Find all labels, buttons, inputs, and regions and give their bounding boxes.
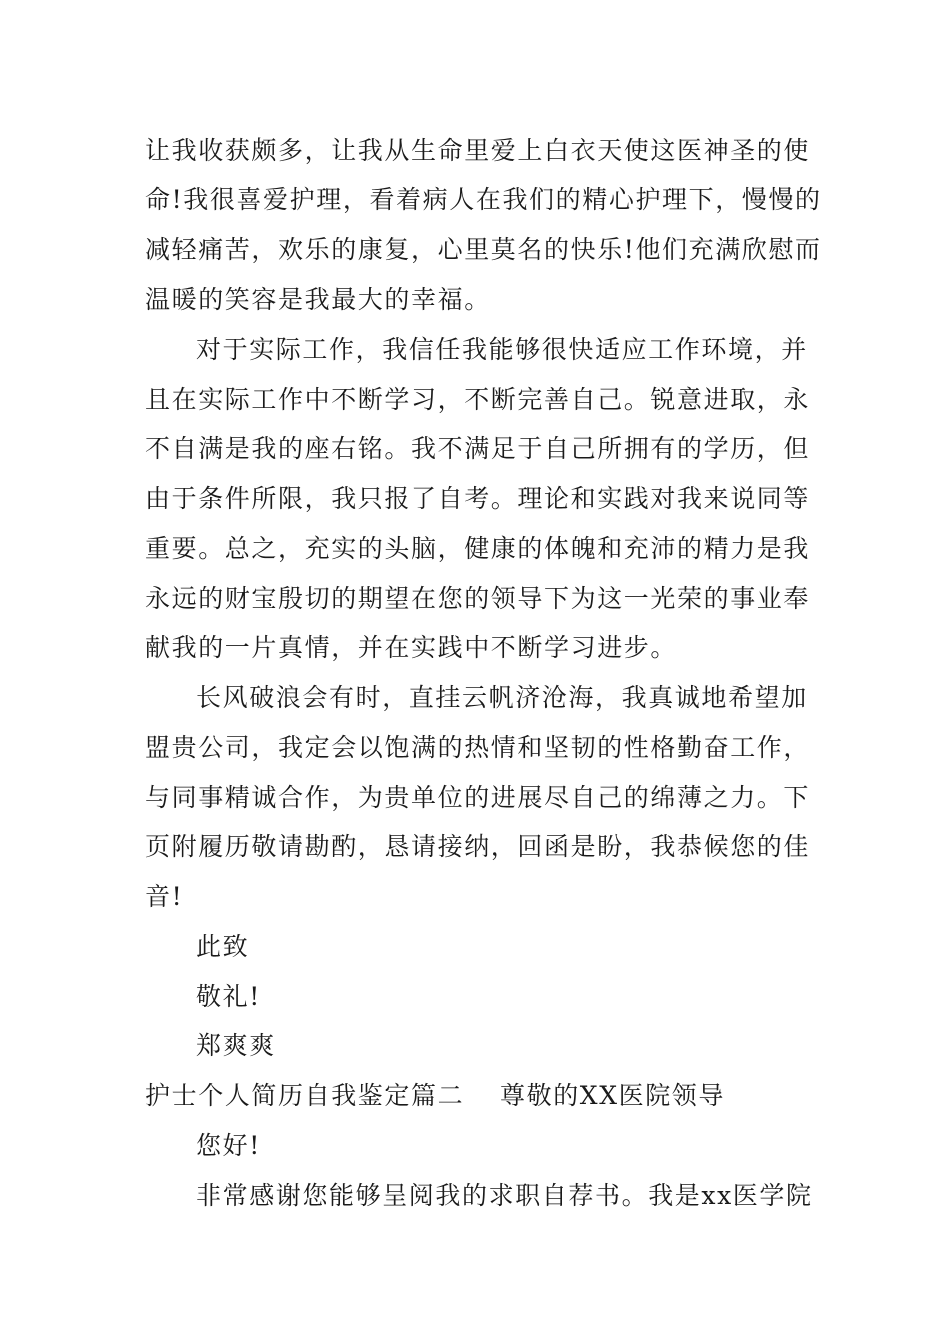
paragraph-line: 与同事精诚合作，为贵单位的进展尽自己的绵薄之力。下: [145, 783, 811, 812]
paragraph-line: 减轻痛苦，欢乐的康复，心里莫名的快乐!他们充满欣慰而: [145, 235, 822, 264]
paragraph-line: 让我收获颇多，让我从生命里爱上白衣天使这医神圣的使: [145, 136, 811, 165]
paragraph-line: 重要。总之，充实的头脑，健康的体魄和充沛的精力是我: [145, 534, 811, 563]
paragraph-line: 盟贵公司，我定会以饱满的热情和坚韧的性格勤奋工作，: [145, 733, 811, 762]
paragraph-line: 音!: [145, 882, 184, 911]
greeting: 您好!: [196, 1131, 261, 1160]
paragraph-line: 页附履历敬请勘酌，恳请接纳，回函是盼，我恭候您的佳: [145, 832, 811, 861]
addressee: 尊敬的XX医院领导: [500, 1081, 725, 1110]
paragraph-line: 由于条件所限，我只报了自考。理论和实践对我来说同等: [145, 484, 811, 513]
paragraph-line: 不自满是我的座右铭。我不满足于自己所拥有的学历，但: [145, 434, 811, 463]
paragraph-line: 永远的财宝殷切的期望在您的领导下为这一光荣的事业奉: [145, 584, 811, 613]
section-title: 护士个人简历自我鉴定篇二: [145, 1081, 465, 1110]
paragraph-line: 对于实际工作，我信任我能够很快适应工作环境，并: [196, 335, 808, 364]
paragraph-line: 非常感谢您能够呈阅我的求职自荐书。我是xx医学院: [196, 1181, 813, 1210]
paragraph-line: 献我的一片真情，并在实践中不断学习进步。: [145, 633, 678, 662]
signature: 郑爽爽: [196, 1031, 276, 1060]
paragraph-line: 且在实际工作中不断学习，不断完善自己。锐意进取，永: [145, 385, 811, 414]
paragraph-line: 长风破浪会有时，直挂云帆济沧海，我真诚地希望加: [196, 683, 808, 712]
paragraph-line: 命!我很喜爱护理，看着病人在我们的精心护理下，慢慢的: [145, 185, 822, 214]
closing-regards: 敬礼!: [196, 982, 261, 1011]
paragraph-line: 温暖的笑容是我最大的幸福。: [145, 285, 491, 314]
closing-salute: 此致: [196, 932, 250, 961]
